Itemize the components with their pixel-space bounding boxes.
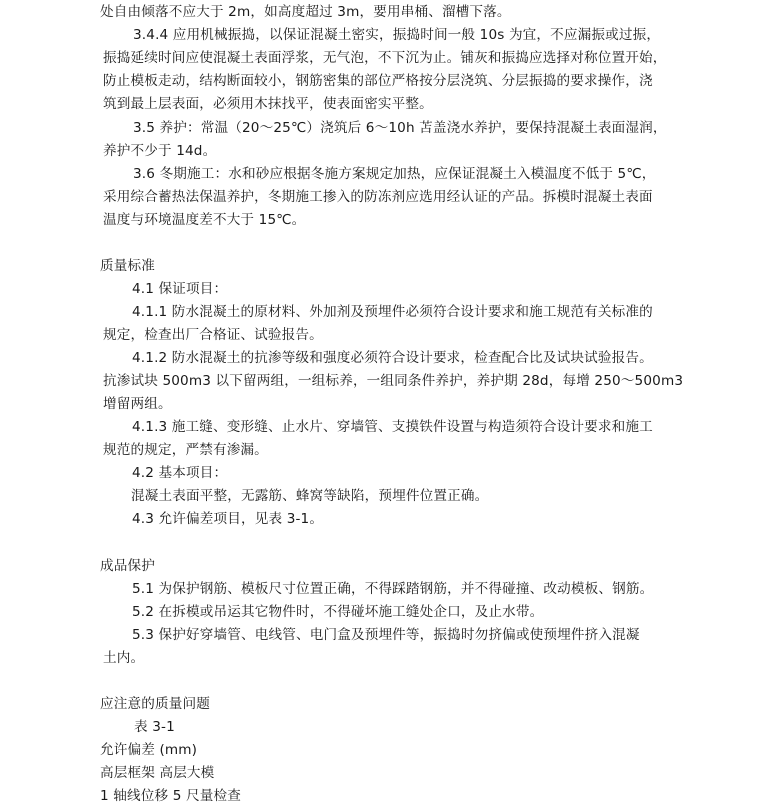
text-line: 混凝土表面平整，无露筋、蜂窝等缺陷，预埋件位置正确。 [131,488,489,504]
text-line: 防止模板走动，结构断面较小，钢筋密集的部位严格按分层浇筑、分层振捣的要求操作，浇 [103,73,653,89]
text-line: 5.2 在拆模或吊运其它物件时，不得碰坏施工缝处企口，及止水带。 [132,604,544,620]
text-line: 振捣延续时间应使混凝土表面浮浆，无气泡，不下沉为止。铺灰和振捣应选择对称位置开始， [103,50,667,66]
text-line: 温度与环境温度差不大于 15℃。 [103,212,306,228]
text-line: 增留两组。 [103,396,172,412]
text-line: 3.6 冬期施工：水和砂应根据冬施方案规定加热，应保证混凝土入模温度不低于 5℃， [133,166,656,182]
section-heading: 成品保护 [100,558,155,574]
text-line: 4.2 基本项目： [132,465,228,481]
text-line: 5.3 保护好穿墙管、电线管、电门盒及预埋件等，振捣时勿挤偏或使预埋件挤入混凝 [132,627,640,643]
text-line: 4.1.2 防水混凝土的抗渗等级和强度必须符合设计要求，检查配合比及试块试验报告。 [132,350,653,366]
text-line: 4.1 保证项目： [132,281,228,297]
text-line: 规范的规定，严禁有渗漏。 [103,442,268,458]
text-line: 3.4.4 应用机械振捣，以保证混凝土密实，振捣时间一般 10s 为宜，不应漏振或过振， [133,27,661,43]
text-line: 高层框架 高层大模 [100,765,215,781]
text-line: 规定，检查出厂合格证、试验报告。 [103,327,323,343]
section-heading: 应注意的质量问题 [100,696,210,712]
text-line: 抗渗试块 500m3 以下留两组，一组标养，一组同条件养护，养护期 28d，每增 250～500m3 [103,373,684,389]
section-heading: 质量标准 [100,258,155,274]
text-line: 4.1.1 防水混凝土的原材料、外加剂及预埋件必须符合设计要求和施工规范有关标准的 [132,304,653,320]
text-line: 5.1 为保护钢筋、模板尺寸位置正确，不得踩踏钢筋，并不得碰撞、改动模板、钢筋。 [132,581,654,597]
text-line: 1 轴线位移 5 尺量检查 [100,788,241,804]
text-line: 养护不少于 14d。 [103,143,217,159]
text-line: 采用综合蓄热法保温养护，冬期施工掺入的防冻剂应选用经认证的产品。拆模时混凝土表面 [103,189,653,205]
text-line: 允许偏差 (mm) [100,742,198,758]
text-line: 3.5 养护：常温（20～25℃）浇筑后 6～10h 苫盖浇水养护，要保持混凝土表面湿润， [133,120,667,136]
text-line: 筑到最上层表面，必须用木抹找平，使表面密实平整。 [103,96,433,112]
table-caption: 表 3-1 [134,719,175,735]
text-line: 4.1.3 施工缝、变形缝、止水片、穿墙管、支摸铁件设置与构造须符合设计要求和施工 [132,419,653,435]
text-line: 土内。 [103,650,145,666]
text-line: 4.3 允许偏差项目，见表 3-1。 [132,511,324,527]
text-line: 处自由倾落不应大于 2m，如高度超过 3m，要用串桶、溜槽下落。 [100,4,511,20]
